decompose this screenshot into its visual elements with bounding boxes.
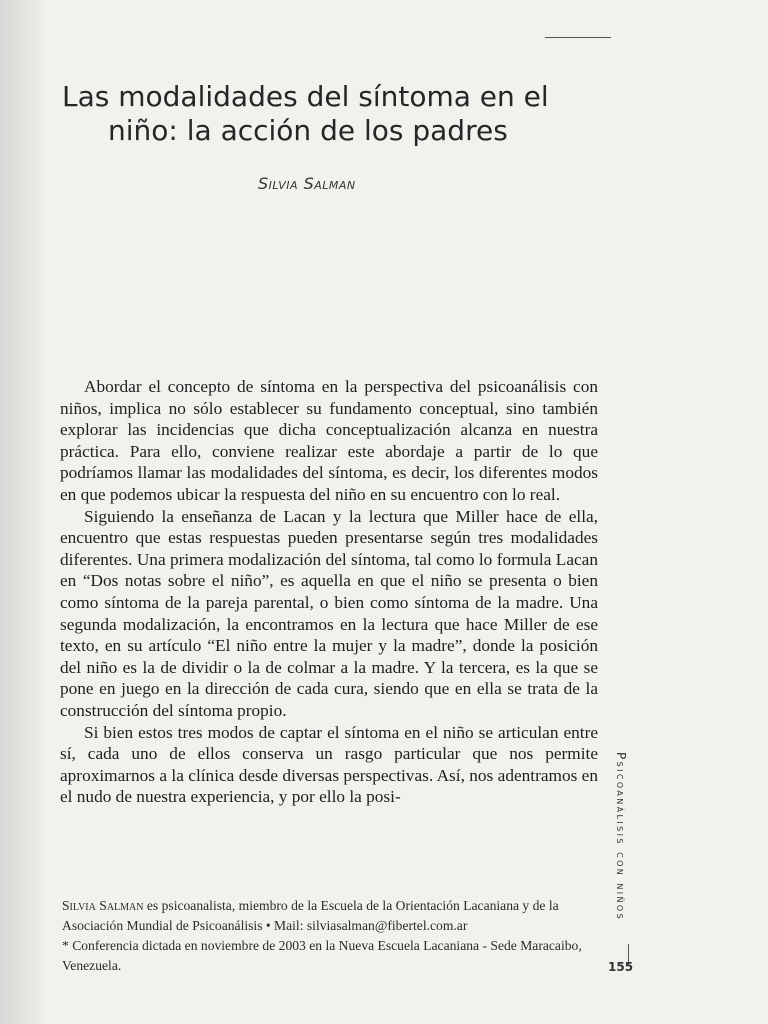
footnote-bio-text: es psicoanalista, miembro de la Escuela de la Orientación Lacaniana y de la Asociación Mundial de Psicoanálisis • Mail: silviasalman@fibertel.com.ar (62, 898, 559, 933)
title-line-1: Las modalidades del síntoma en el (62, 80, 549, 113)
author-name: Silvia Salman (258, 174, 356, 193)
footnotes (62, 896, 602, 976)
footnote-author-name: Silvia Salman (62, 898, 144, 913)
author-bio-footnote (62, 896, 602, 936)
body-paragraph: Abordar el concepto de síntoma en la perspectiva del psicoanálisis con niños, implica no sólo establecer su fundamento conceptual, sino también explorar las incidencias que dicha conceptualización alcanza en nuestra práctica. Para ello, conviene realizar este abordaje a partir de lo que podríamos llamar las modalidades del síntoma, es decir, los diferentes modos en que podemos ubicar la respuesta del niño en su encuentro con lo real. (60, 377, 598, 504)
section-label: Psicoanálisis con niños (614, 752, 628, 922)
title-line-2: niño: la acción de los padres (108, 114, 508, 147)
body-paragraph: Si bien estos tres modos de captar el síntoma en el niño se articulan entre sí, cada uno de ellos conserva un rasgo particular que nos permite aproximarnos a la clínica desde diversas perspectivas. Así, nos adentramos en el nudo de nuestra experiencia, y por ello la posi- (60, 722, 598, 807)
top-rule (545, 37, 611, 38)
page-gutter-shadow (0, 0, 48, 1024)
article-body (60, 376, 598, 808)
running-footer-section (608, 752, 638, 964)
conference-footnote: * Conferencia dictada en noviembre de 2003 en la Nueva Escuela Lacaniana - Sede Maracaibo, Venezuela. (62, 938, 582, 973)
page-number: 155 (608, 960, 634, 974)
body-paragraph: Siguiendo la enseñanza de Lacan y la lectura que Miller hace de ella, encuentro que estas respuestas pueden presentarse según tres modalidades diferentes. Una primera modalización del síntoma, tal como lo formula Lacan en “Dos notas sobre el niño”, es aquella en que el niño se presenta o bien como síntoma de la pareja parental, o bien como síntoma de la madre. Una segunda modalización, la encontramos en la lectura que hace Miller de ese texto, en su artículo “El niño entre la mujer y la madre”, donde la posición del niño es la de dividir o la de colmar a la madre. Y la tercera, es la que se pone en juego en la dirección de cada cura, siendo que en ella se trata de la construcción del síntoma propio. (60, 506, 598, 720)
article-title (62, 80, 602, 148)
